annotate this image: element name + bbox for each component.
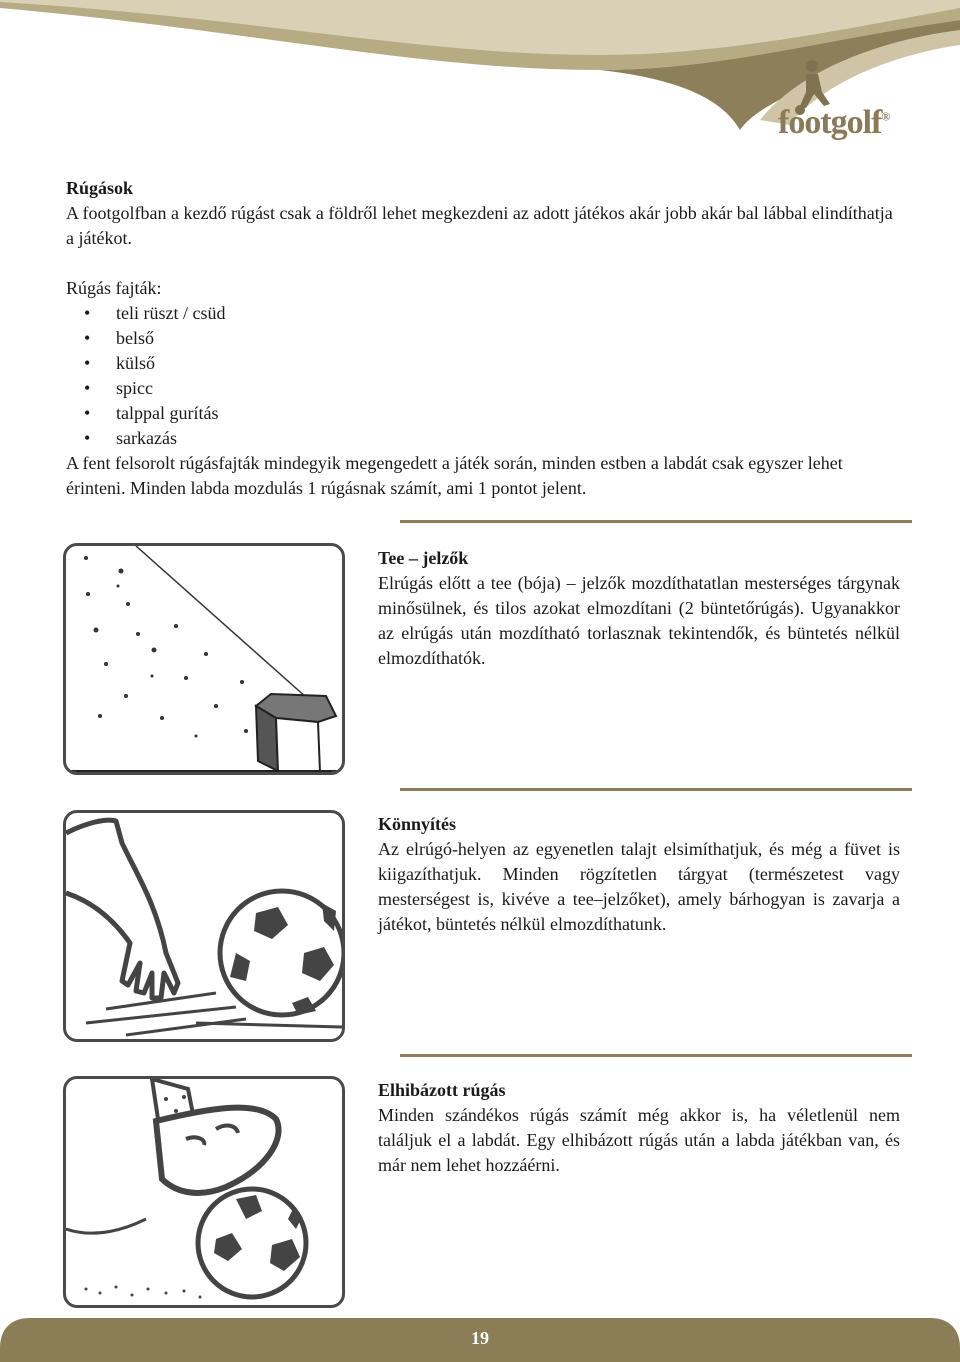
intro-section bbox=[66, 176, 902, 501]
list-item: • belső bbox=[66, 326, 902, 351]
kick-types-list bbox=[66, 301, 902, 451]
list-item: • spicc bbox=[66, 376, 902, 401]
relief-illustration bbox=[63, 810, 345, 1042]
section-body: Az elrúgó-helyen az egyenetlen talajt elsimíthatjuk, és még a füvet is kiigazíthatjuk. Minden rögzítetlen tárgyat (természetest vagy mesterségest is, kivéve a tee–jelzőket), amely bárhogyan is zavarja a játékot, büntetés nélkül elmozdíthatunk. bbox=[378, 839, 900, 934]
list-item: • talppal gurítás bbox=[66, 401, 902, 426]
section-heading: Rúgások bbox=[66, 178, 134, 198]
tee-markers-text bbox=[378, 546, 900, 671]
list-item: • teli rüszt / csüd bbox=[66, 301, 902, 326]
section-body: Elrúgás előtt a tee (bója) – jelzők mozdíthatatlan mesterséges tárgynak minősülnek, és tilos azokat elmozdítani (2 büntetőrúgás). Ugyanakkor az elrúgás után mozdítható torlasznak tekintendők, és büntetés nélkül elmozdíthatók. bbox=[378, 573, 900, 668]
kick-types-title: Rúgás fajták: bbox=[66, 278, 162, 298]
registered-mark: ® bbox=[881, 109, 890, 124]
section-divider bbox=[400, 1054, 912, 1057]
list-item: • sarkazás bbox=[66, 426, 902, 451]
section-body: Minden szándékos rúgás számít még akkor is, ha véletlenül nem találjuk el a labdát. Egy elhibázott rúgás után a labda játékban van, és már nem lehet hozzáérni. bbox=[378, 1105, 900, 1175]
list-item: • külső bbox=[66, 351, 902, 376]
intro-paragraph: A footgolfban a kezdő rúgást csak a földről lehet megkezdeni az adott játékos akár jobb akár bal lábbal elindíthatja a játékot. bbox=[66, 203, 893, 248]
page-number: 19 bbox=[471, 1328, 489, 1348]
section-divider bbox=[400, 788, 912, 791]
section-title: Elhibázott rúgás bbox=[378, 1080, 506, 1100]
missed-kick-illustration bbox=[63, 1076, 345, 1308]
section-divider bbox=[400, 520, 912, 523]
missed-kick-text bbox=[378, 1078, 900, 1178]
rules-paragraph: A fent felsorolt rúgásfajták mindegyik megengedett a játék során, minden estben a labdát csak egyszer lehet érinteni. Minden labda mozdulás 1 rúgásnak számít, ami 1 pontot jelent. bbox=[66, 453, 843, 498]
section-title: Könnyítés bbox=[378, 814, 457, 834]
tee-illustration bbox=[63, 543, 345, 775]
relief-text bbox=[378, 812, 900, 937]
logo-text: footgolf bbox=[778, 104, 882, 141]
section-title: Tee – jelzők bbox=[378, 548, 469, 568]
footgolf-logo bbox=[778, 104, 889, 142]
